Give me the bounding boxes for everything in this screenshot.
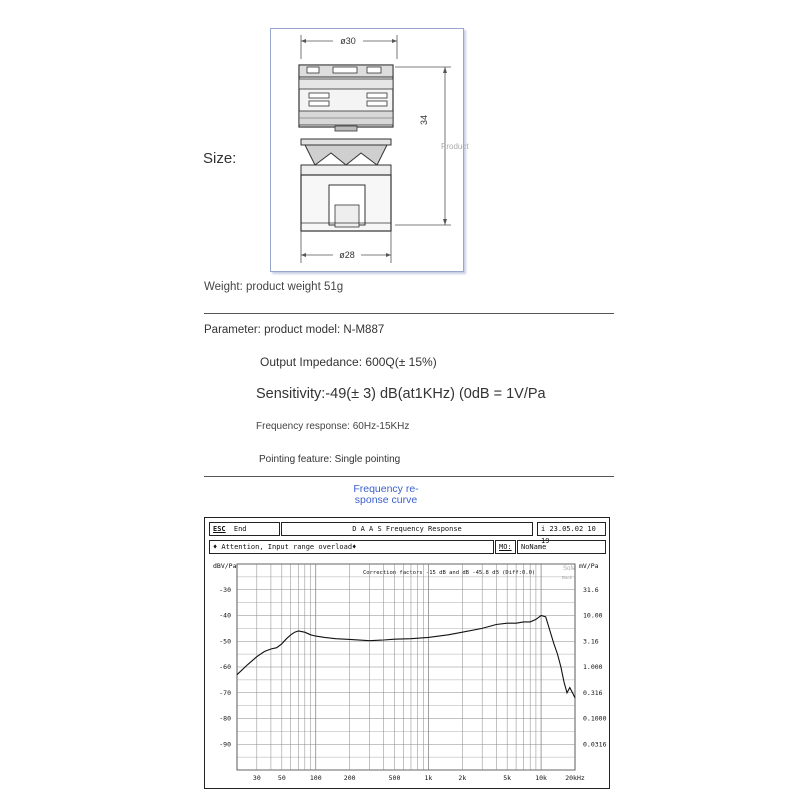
technical-drawing	[270, 28, 469, 272]
datetime: 23.05.02 10 19	[541, 525, 596, 545]
side-tag: Back	[562, 575, 573, 580]
esc-end-button[interactable]	[209, 522, 280, 536]
y-tick-label-right: 31.6	[583, 585, 599, 594]
product-model-text: Parameter: product model: N-M887	[204, 324, 385, 336]
product-watermark: Product	[441, 142, 469, 151]
y-tick-label-right: 0.316	[583, 688, 603, 697]
mode-label: MO:	[495, 540, 516, 554]
y-tick-label-right: 1.000	[583, 663, 603, 671]
end-label: End	[233, 525, 247, 533]
x-tick-label: 10k	[535, 774, 547, 782]
y-tick-label-right: 10.00	[583, 611, 603, 620]
attention-message: ♦ Attention, Input range overload♦	[209, 540, 494, 554]
esc-key: ESC	[213, 525, 226, 533]
chart-ticks	[219, 586, 606, 782]
y-tick-label-left: -60	[219, 663, 231, 671]
y-tick-label-left: -40	[219, 611, 231, 620]
frequency-response-graph	[204, 517, 610, 789]
x-tick-label: 50	[277, 774, 286, 782]
pointing-text: Pointing feature: Single pointing	[259, 454, 401, 465]
datetime-box	[537, 522, 606, 545]
y-tick-label-right: 3.16	[583, 637, 599, 646]
y-tick-label-left: -80	[219, 714, 231, 723]
y-tick-label-left: -50	[219, 637, 231, 646]
x-tick-label: 100	[309, 774, 322, 782]
name-field: NoName	[517, 540, 606, 554]
left-axis-unit: dBV/Pa	[213, 562, 237, 570]
y-tick-label-left: -30	[219, 585, 231, 594]
weight-text: Weight: product weight 51g	[204, 281, 344, 293]
divider	[204, 313, 614, 314]
y-tick-label-left: -70	[219, 688, 231, 697]
frequency-response-text: Frequency response: 60Hz-15KHz	[256, 421, 410, 432]
chart-svg	[205, 556, 609, 788]
x-tick-label: 500	[388, 774, 401, 782]
curve-heading-line1: Frequency re-	[353, 483, 419, 495]
response-curve	[237, 616, 575, 698]
impedance-text: Output Impedance: 600Q(± 15%)	[260, 355, 437, 369]
divider	[204, 476, 614, 477]
curve-heading-line2: sponse curve	[354, 494, 418, 506]
side-tag: Sofe	[563, 566, 576, 572]
x-tick-label: 5k	[503, 774, 512, 782]
curve-heading	[336, 484, 436, 506]
x-tick-label: 30	[252, 774, 261, 782]
correction-factors: Correction factors -15 dB and dB -45.8 dB (Diff:0.0)	[363, 570, 536, 576]
x-tick-label: 20kHz	[565, 774, 585, 782]
microphone-capsule-drawing	[271, 29, 469, 271]
right-axis-unit: mV/Pa	[579, 562, 599, 570]
height-dimension-label: 34	[419, 114, 429, 125]
sensitivity-text: Sensitivity:-49(± 3) dB(at1KHz) (0dB = 1V/Pa	[256, 386, 546, 402]
x-tick-label: 200	[343, 774, 356, 782]
analyzer-title: D A A S Frequency Response	[281, 522, 533, 536]
size-label: Size:	[203, 150, 237, 167]
chart-grid	[237, 564, 575, 770]
x-tick-label: 1k	[424, 774, 433, 782]
top-dimension-label: ø30	[340, 36, 356, 46]
info-icon: i	[541, 525, 546, 533]
y-tick-label-right: 0.0316	[583, 740, 607, 749]
bottom-dimension-label: ø28	[339, 250, 355, 260]
y-tick-label-left: -90	[219, 740, 231, 749]
y-tick-label-right: 0.1000	[583, 714, 607, 723]
x-tick-label: 2k	[458, 774, 467, 782]
